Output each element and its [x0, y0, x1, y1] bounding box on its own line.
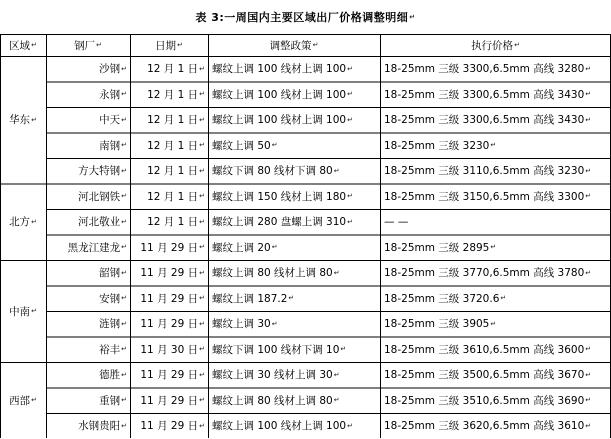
paragraph-mark: ↵	[333, 396, 340, 405]
mill-cell-text: 韶钢	[99, 267, 121, 280]
mill-cell	[46, 413, 130, 439]
price-cell-text: 18-25mm 三级 3510,6.5mm 高线 3690	[384, 394, 585, 407]
date-cell-text: 12 月 1 日	[147, 114, 199, 127]
policy-cell-text: 螺纹上调 150 线材上调 180	[212, 190, 347, 203]
date-cell-text: 11 月 29 日	[140, 420, 199, 433]
policy-cell-text: 螺纹上调 187.2	[212, 292, 288, 305]
paragraph-mark: ↵	[585, 115, 592, 124]
price-cell-text: 18-25mm 三级 3610,6.5mm 高线 3600	[384, 343, 585, 356]
region-cell-text: 华东	[9, 114, 31, 127]
paragraph-mark: ↵	[121, 319, 127, 328]
date-cell	[130, 311, 208, 337]
paragraph-mark: ↵	[199, 294, 205, 303]
paragraph-mark: ↵	[500, 294, 507, 303]
paragraph-mark: ↵	[347, 421, 353, 430]
date-cell	[130, 158, 208, 184]
paragraph-mark: ↵	[96, 41, 102, 49]
paragraph-mark: ↵	[199, 166, 205, 175]
paragraph-mark: ↵	[31, 41, 37, 49]
price-cell	[380, 413, 611, 439]
price-cell-text: 18-25mm 三级 3150,6.5mm 高线 3300	[384, 190, 585, 203]
date-cell	[130, 82, 208, 108]
paragraph-mark: ↵	[333, 268, 340, 277]
paragraph-mark: ↵	[490, 141, 497, 150]
paragraph-mark: ↵	[347, 115, 353, 124]
paragraph-mark: ↵	[199, 370, 205, 379]
paragraph-mark: ↵	[177, 41, 183, 49]
mill-cell-text: 涟钢	[99, 318, 121, 331]
date-cell-text: 12 月 1 日	[147, 88, 199, 101]
price-cell	[380, 158, 611, 184]
mill-cell-text: 裕丰	[99, 343, 121, 356]
paragraph-mark: ↵	[585, 166, 592, 175]
paragraph-mark: ↵	[585, 370, 592, 379]
price-cell-text: 18-25mm 三级 3500,6.5mm 高线 3670	[384, 369, 585, 382]
paragraph-mark: ↵	[31, 307, 37, 315]
price-cell-text: 18-25mm 三级 3300,6.5mm 高线 3430	[384, 114, 585, 127]
policy-cell	[208, 311, 380, 337]
header-cell-text: 日期	[155, 39, 177, 52]
mill-cell	[46, 209, 130, 235]
paragraph-mark: ↵	[271, 141, 278, 150]
header-cell	[46, 34, 130, 56]
policy-cell-text: 螺纹上调 80 线材上调 80	[212, 394, 333, 407]
mill-cell-text: 安钢	[99, 292, 121, 305]
mill-cell	[46, 158, 130, 184]
date-cell-text: 12 月 1 日	[147, 165, 199, 178]
paragraph-mark: ↵	[271, 319, 278, 328]
policy-cell	[208, 107, 380, 133]
region-cell-text: 北方	[9, 216, 31, 229]
policy-cell	[208, 82, 380, 108]
price-cell-text: 18-25mm 三级 3110,6.5mm 高线 3230	[384, 165, 585, 178]
date-cell	[130, 107, 208, 133]
policy-cell-text: 螺纹上调 50	[212, 139, 271, 152]
paragraph-mark: ↵	[199, 243, 205, 252]
paragraph-mark: ↵	[199, 141, 205, 150]
paragraph-mark: ↵	[121, 243, 127, 252]
date-cell	[130, 260, 208, 286]
date-cell-text: 12 月 1 日	[147, 139, 199, 152]
paragraph-mark: ↵	[585, 345, 592, 354]
mill-cell-text: 南钢	[99, 139, 121, 152]
date-cell	[130, 133, 208, 159]
paragraph-mark: ↵	[121, 421, 127, 430]
price-cell	[380, 362, 611, 388]
policy-cell-text: 螺纹上调 280 盘螺上调 310	[212, 216, 347, 229]
mill-cell	[46, 388, 130, 414]
header-cell-text: 钢厂	[74, 39, 96, 52]
mill-cell-text: 德胜	[99, 369, 121, 382]
paragraph-mark: ↵	[199, 192, 205, 201]
price-cell	[380, 82, 611, 108]
header-cell	[0, 34, 46, 56]
date-cell	[130, 388, 208, 414]
policy-cell	[208, 286, 380, 312]
paragraph-mark: ↵	[121, 294, 127, 303]
paragraph-mark: ↵	[288, 294, 295, 303]
date-cell	[130, 362, 208, 388]
date-cell-text: 11 月 29 日	[140, 241, 199, 254]
paragraph-mark: ↵	[585, 421, 592, 430]
date-cell-text: 11 月 29 日	[140, 394, 199, 407]
paragraph-mark: ↵	[199, 268, 205, 277]
policy-cell	[208, 337, 380, 363]
policy-cell-text: 螺纹上调 30	[212, 318, 271, 331]
price-cell-text: 18-25mm 三级 3300,6.5mm 高线 3280	[384, 63, 585, 76]
mill-cell	[46, 184, 130, 210]
paragraph-mark: ↵	[199, 319, 205, 328]
date-cell	[130, 184, 208, 210]
policy-cell-text: 螺纹上调 100 线材上调 100	[212, 420, 347, 433]
mill-cell-text: 黑龙江建龙	[67, 241, 121, 254]
paragraph-mark: ↵	[347, 217, 353, 226]
date-cell	[130, 235, 208, 261]
date-cell	[130, 337, 208, 363]
paragraph-mark: ↵	[340, 345, 347, 354]
policy-cell-text: 螺纹上调 20	[212, 241, 271, 254]
price-cell	[380, 56, 611, 82]
paragraph-mark: ↵	[31, 396, 37, 405]
mill-cell-text: 永钢	[99, 88, 121, 101]
paragraph-mark: ↵	[121, 192, 127, 201]
price-cell-text: 18-25mm 三级 3620,6.5mm 高线 3610	[384, 420, 585, 433]
mill-cell-text: 河北敬业	[78, 216, 121, 229]
paragraph-mark: ↵	[31, 115, 37, 124]
date-cell-text: 12 月 1 日	[147, 190, 199, 203]
paragraph-mark: ↵	[312, 41, 319, 49]
price-cell	[380, 388, 611, 414]
mill-cell	[46, 286, 130, 312]
paragraph-mark: ↵	[409, 13, 416, 21]
price-cell	[380, 107, 611, 133]
price-cell-text: 18-25mm 三级 3230	[384, 139, 490, 152]
header-cell	[130, 34, 208, 56]
policy-cell	[208, 158, 380, 184]
date-cell-text: 11 月 29 日	[140, 267, 199, 280]
paragraph-mark: ↵	[199, 115, 205, 124]
paragraph-mark: ↵	[121, 396, 127, 405]
price-cell-text: — —	[384, 215, 409, 228]
policy-cell-text: 螺纹上调 80 线材上调 80	[212, 267, 333, 280]
date-cell-text: 12 月 1 日	[147, 63, 199, 76]
price-cell	[380, 133, 611, 159]
price-cell	[380, 184, 611, 210]
paragraph-mark: ↵	[347, 90, 353, 99]
date-cell	[130, 209, 208, 235]
mill-cell-text: 水钢贵阳	[78, 420, 121, 433]
paragraph-mark: ↵	[199, 421, 205, 430]
policy-cell-text: 螺纹下调 100 线材下调 10	[212, 343, 340, 356]
policy-cell	[208, 413, 380, 439]
mill-cell-text: 方大特钢	[78, 165, 121, 178]
price-table	[0, 34, 611, 438]
paragraph-mark: ↵	[490, 319, 497, 328]
mill-cell	[46, 133, 130, 159]
header-cell-text: 执行价格	[471, 39, 514, 52]
date-cell-text: 11 月 29 日	[140, 369, 199, 382]
price-cell	[380, 235, 611, 261]
table-title-text: 表 3:一周国内主要区域出厂价格调整明细	[195, 11, 409, 24]
date-cell-text: 11 月 30 日	[140, 343, 199, 356]
paragraph-mark: ↵	[585, 64, 592, 73]
paragraph-mark: ↵	[514, 41, 520, 49]
policy-cell-text: 螺纹下调 80 线材下调 80	[212, 165, 333, 178]
paragraph-mark: ↵	[333, 166, 340, 175]
paragraph-mark: ↵	[271, 243, 278, 252]
mill-cell-text: 中天	[99, 114, 121, 127]
mill-cell	[46, 56, 130, 82]
header-cell	[208, 34, 380, 56]
paragraph-mark: ↵	[199, 217, 205, 226]
price-cell	[380, 209, 611, 235]
paragraph-mark: ↵	[121, 345, 127, 354]
paragraph-mark: ↵	[585, 396, 592, 405]
header-cell-text: 调整政策	[269, 39, 312, 52]
policy-cell	[208, 260, 380, 286]
mill-cell	[46, 107, 130, 133]
region-cell	[0, 260, 46, 362]
price-cell-text: 18-25mm 三级 2895	[384, 241, 490, 254]
price-cell-text: 18-25mm 三级 3905	[384, 318, 490, 331]
policy-cell	[208, 56, 380, 82]
paragraph-mark: ↵	[121, 90, 127, 99]
mill-cell	[46, 260, 130, 286]
policy-cell-text: 螺纹上调 100 线材上调 100	[212, 88, 347, 101]
region-cell	[0, 56, 46, 184]
paragraph-mark: ↵	[199, 64, 205, 73]
region-cell-text: 中南	[9, 305, 31, 318]
date-cell	[130, 56, 208, 82]
policy-cell-text: 螺纹上调 100 线材上调 100	[212, 114, 347, 127]
policy-cell	[208, 209, 380, 235]
price-cell-text: 18-25mm 三级 3770,6.5mm 高线 3780	[384, 267, 585, 280]
paragraph-mark: ↵	[121, 166, 127, 175]
region-cell-text: 西部	[9, 394, 31, 407]
policy-cell	[208, 362, 380, 388]
mill-cell	[46, 311, 130, 337]
mill-cell	[46, 362, 130, 388]
paragraph-mark: ↵	[121, 268, 127, 277]
paragraph-mark: ↵	[121, 141, 127, 150]
region-cell	[0, 362, 46, 439]
paragraph-mark: ↵	[199, 90, 205, 99]
policy-cell	[208, 235, 380, 261]
date-cell-text: 12 月 1 日	[147, 216, 199, 229]
header-cell-text: 区域	[9, 39, 31, 52]
mill-cell-text: 重钢	[99, 394, 121, 407]
region-cell	[0, 184, 46, 261]
mill-cell	[46, 82, 130, 108]
price-cell	[380, 260, 611, 286]
paragraph-mark: ↵	[121, 64, 127, 73]
policy-cell-text: 螺纹上调 100 线材上调 100	[212, 63, 347, 76]
paragraph-mark: ↵	[199, 345, 205, 354]
price-cell	[380, 311, 611, 337]
mill-cell	[46, 235, 130, 261]
paragraph-mark: ↵	[347, 64, 353, 73]
paragraph-mark: ↵	[347, 192, 353, 201]
price-cell-text: 18-25mm 三级 3300,6.5mm 高线 3430	[384, 88, 585, 101]
date-cell	[130, 413, 208, 439]
paragraph-mark: ↵	[121, 115, 127, 124]
price-cell	[380, 337, 611, 363]
paragraph-mark: ↵	[585, 90, 592, 99]
header-cell	[380, 34, 611, 56]
paragraph-mark: ↵	[121, 217, 127, 226]
date-cell	[130, 286, 208, 312]
date-cell-text: 11 月 29 日	[140, 292, 199, 305]
mill-cell	[46, 337, 130, 363]
policy-cell-text: 螺纹上调 30 线材上调 30	[212, 369, 333, 382]
paragraph-mark: ↵	[585, 268, 592, 277]
policy-cell	[208, 133, 380, 159]
mill-cell-text: 沙钢	[99, 63, 121, 76]
paragraph-mark: ↵	[585, 192, 592, 201]
paragraph-mark: ↵	[490, 243, 497, 252]
paragraph-mark: ↵	[121, 370, 127, 379]
price-cell-text: 18-25mm 三级 3720.6	[384, 292, 500, 305]
date-cell-text: 11 月 29 日	[140, 318, 199, 331]
price-cell	[380, 286, 611, 312]
mill-cell-text: 河北钢铁	[78, 190, 121, 203]
paragraph-mark: ↵	[199, 396, 205, 405]
policy-cell	[208, 184, 380, 210]
paragraph-mark: ↵	[333, 370, 340, 379]
paragraph-mark: ↵	[31, 217, 37, 226]
policy-cell	[208, 388, 380, 414]
table-title	[0, 0, 611, 34]
